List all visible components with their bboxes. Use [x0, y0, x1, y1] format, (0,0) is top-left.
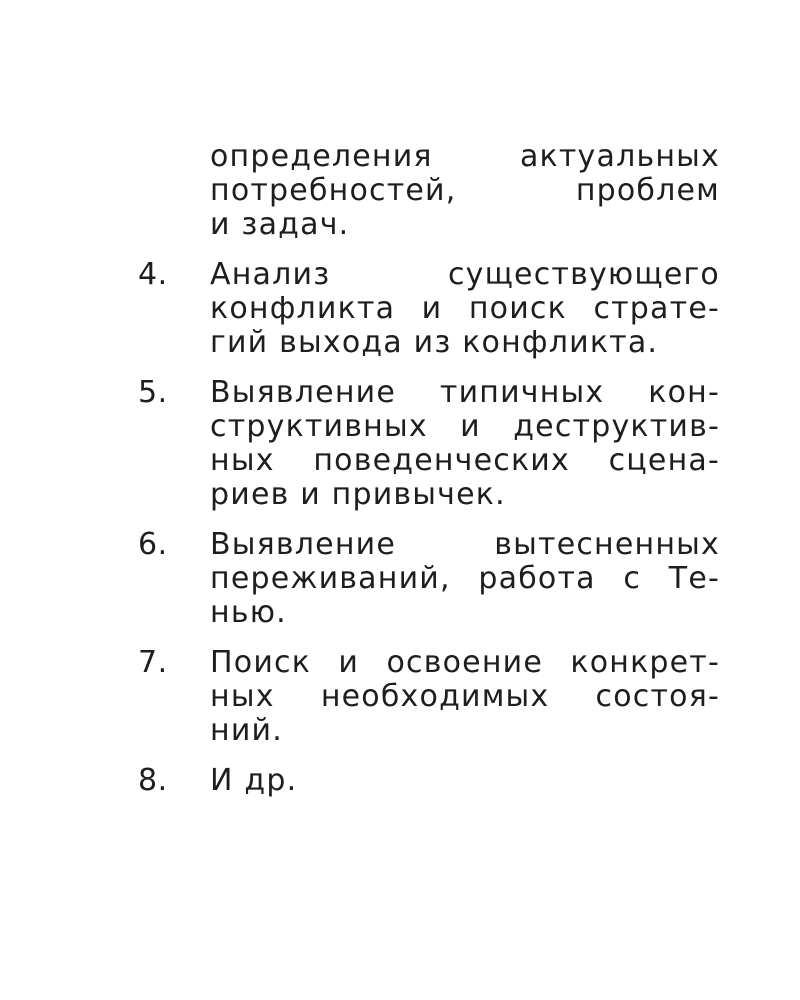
list-item-number: 6.: [138, 527, 168, 562]
text-line: ных необходимых состоя-: [210, 679, 720, 714]
list-item-number: 5.: [138, 375, 168, 410]
text-line: потребностей, проблем: [210, 173, 720, 208]
text-line: Выявление вытесненных: [210, 527, 720, 562]
text-line: риев и привычек.: [210, 477, 506, 512]
list-item-number: 4.: [138, 257, 168, 292]
list-item-4: [138, 258, 720, 360]
text-line: структивных и деструктив-: [210, 409, 720, 444]
text-line: Поиск и освоение конкрет-: [210, 645, 720, 680]
text-line: И др.: [210, 763, 298, 798]
text-line: Выявление типичных кон-: [210, 375, 720, 410]
list-item-5: [138, 376, 720, 512]
list-item-number: 8.: [138, 763, 168, 798]
text-line: переживаний, работа с Те-: [210, 561, 720, 596]
text-line: ных поведенческих сцена-: [210, 443, 720, 478]
list-item-8: [138, 764, 720, 798]
list-item-number: 7.: [138, 645, 168, 680]
list-item-6: [138, 528, 720, 630]
text-line: определения актуальных: [210, 139, 720, 174]
numbered-list: [138, 140, 720, 814]
text-line: и задач.: [210, 207, 350, 242]
list-item-7: [138, 646, 720, 748]
text-line: гий выхода из конфликта.: [210, 325, 659, 360]
text-line: ний.: [210, 713, 283, 748]
text-line: нью.: [210, 595, 287, 630]
text-line: Анализ существующего: [210, 257, 720, 292]
text-line: конфликта и поиск страте-: [210, 291, 720, 326]
list-item-continuation: [138, 140, 720, 242]
